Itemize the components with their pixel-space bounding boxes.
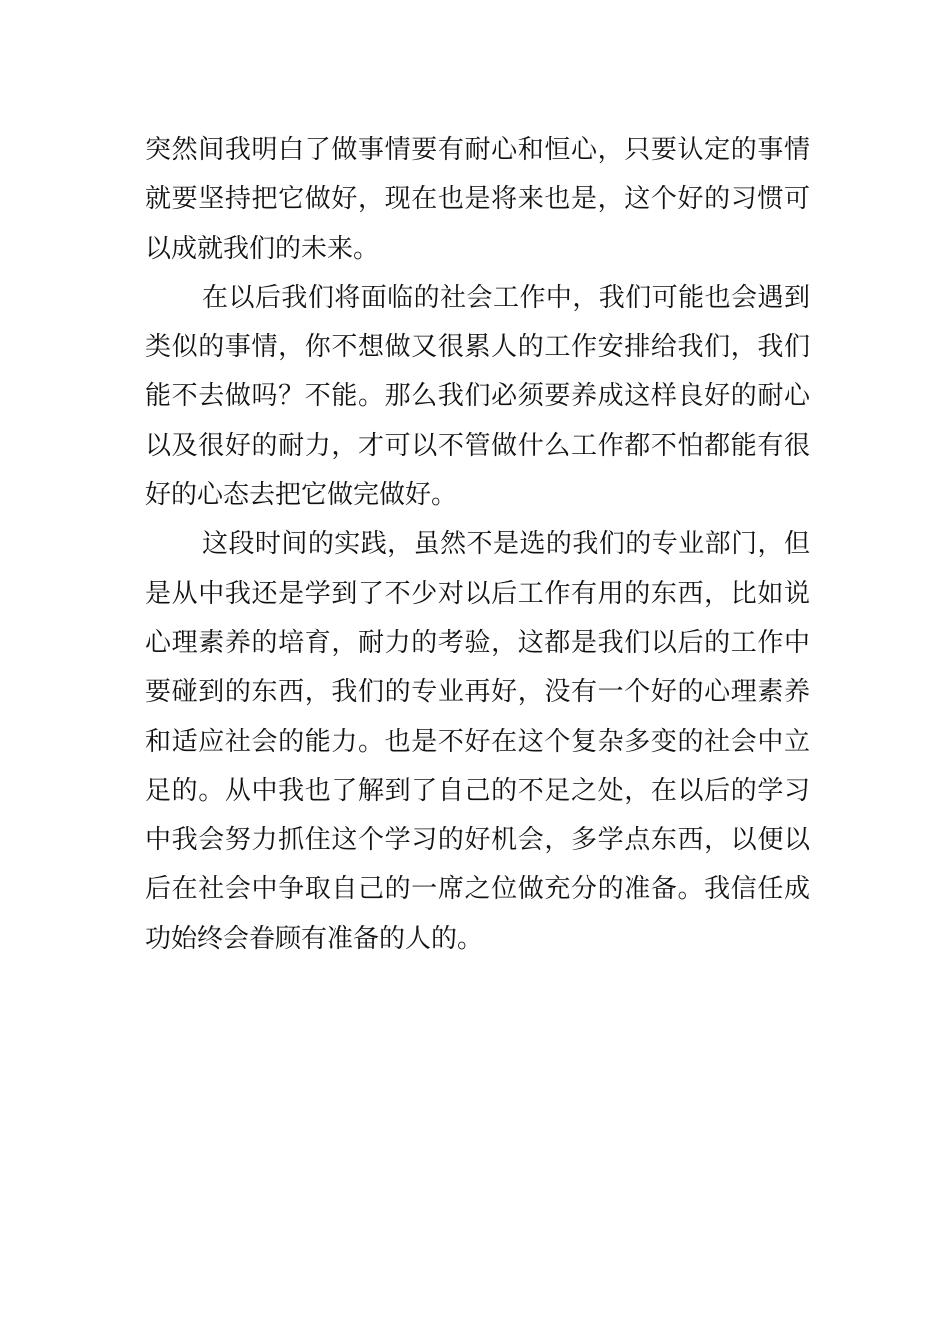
text-line: 功始终会眷顾有准备的人的。: [145, 923, 484, 954]
paragraph-2: [145, 274, 810, 520]
text-line: 足的。从中我也了解到了自己的不足之处，在以后的学习: [145, 775, 810, 806]
text-line: 中我会努力抓住这个学习的好机会，多学点东西，以便以: [145, 825, 810, 856]
text-line: 能不去做吗？不能。那么我们必须要养成这样良好的耐心: [145, 381, 810, 412]
paragraph-3: [145, 520, 810, 964]
text-line: 以及很好的耐力，才可以不管做什么工作都不怕都能有很: [145, 430, 810, 461]
text-line: 后在社会中争取自己的一席之位做充分的准备。我信任成: [145, 874, 810, 905]
text-line: 以成就我们的未来。: [145, 233, 380, 264]
text-line: 突然间我明白了做事情要有耐心和恒心，只要认定的事情: [145, 135, 810, 165]
text-line: 类似的事情，你不想做又很累人的工作安排给我们，我们: [145, 332, 810, 363]
paragraph-1: [145, 126, 810, 274]
text-line: 心理素养的培育，耐力的考验，这都是我们以后的工作中: [145, 627, 810, 658]
document-body: [145, 126, 810, 964]
text-line: 是从中我还是学到了不少对以后工作有用的东西，比如说: [145, 578, 810, 609]
text-line: 这段时间的实践，虽然不是选的我们的专业部门，但: [202, 529, 810, 560]
text-line: 好的心态去把它做完做好。: [145, 480, 458, 511]
text-line: 就要坚持把它做好，现在也是将来也是，这个好的习惯可: [145, 184, 810, 215]
text-line: 要碰到的东西，我们的专业再好，没有一个好的心理素养: [145, 677, 810, 708]
text-line: 在以后我们将面临的社会工作中，我们可能也会遇到: [202, 282, 810, 313]
text-line: 和适应社会的能力。也是不好在这个复杂多变的社会中立: [145, 726, 810, 757]
